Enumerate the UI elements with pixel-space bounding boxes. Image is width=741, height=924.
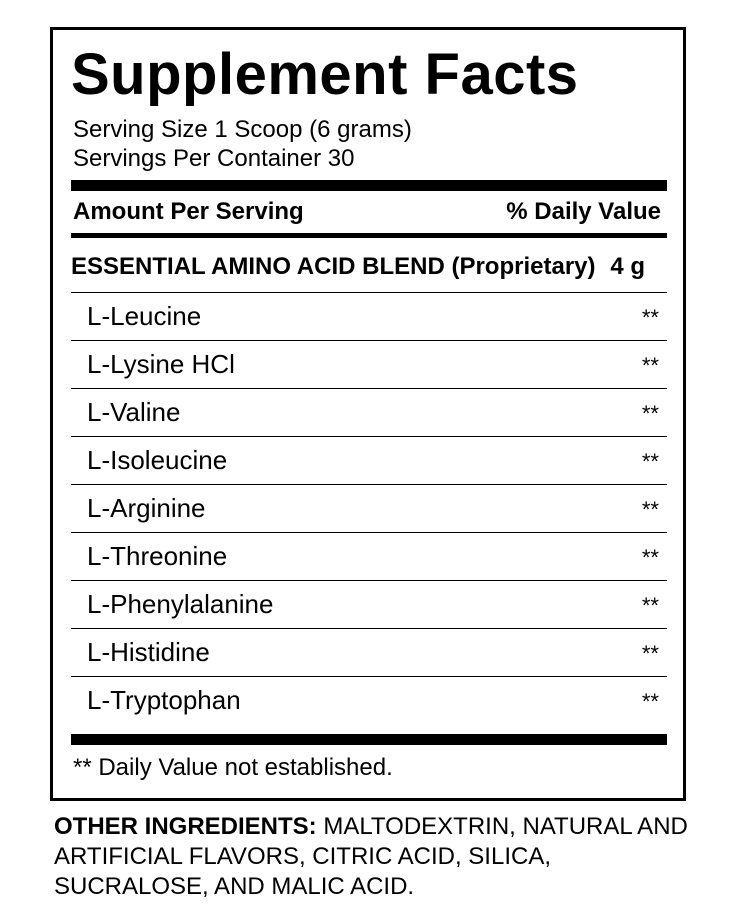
ingredient-row [71, 436, 667, 484]
ingredient-name: L-Histidine [87, 637, 210, 667]
ingredient-name: L-Phenylalanine [87, 589, 274, 619]
serving-size: Serving Size 1 Scoop (6 grams) [73, 116, 412, 143]
ingredient-name: L-Isoleucine [87, 445, 228, 475]
ingredient-daily-value: ** [641, 449, 659, 474]
other-ingredients [54, 812, 694, 902]
ingredient-daily-value: ** [641, 353, 659, 378]
ingredient-daily-value: ** [641, 305, 659, 330]
blend-amount: 4 g [610, 253, 645, 280]
other-ingredients-label: OTHER INGREDIENTS: [54, 813, 317, 840]
amount-header-row [73, 193, 661, 231]
ingredient-daily-value: ** [641, 401, 659, 426]
ingredient-daily-value: ** [641, 689, 659, 714]
ingredient-row [71, 628, 667, 676]
other-ingredients-text: MALTODEXTRIN, NATURAL AND ARTIFICIAL FLAVORS, CITRIC ACID, SILICA, SUCRALOSE, AND MALIC ACID. [54, 813, 688, 900]
blend-name: ESSENTIAL AMINO ACID BLEND (Proprietary) [71, 253, 596, 280]
medium-divider [71, 233, 667, 238]
ingredient-row [71, 388, 667, 436]
ingredient-row [71, 532, 667, 580]
ingredient-row [71, 292, 667, 340]
ingredient-daily-value: ** [641, 593, 659, 618]
thick-divider-bottom [71, 734, 667, 745]
panel-title: Supplement Facts [71, 42, 579, 107]
daily-value-footnote: ** Daily Value not established. [73, 754, 393, 781]
thick-divider-top [71, 180, 667, 191]
supplement-facts-panel [50, 27, 686, 801]
ingredient-name: L-Threonine [87, 541, 228, 571]
ingredient-daily-value: ** [641, 641, 659, 666]
ingredient-row [71, 676, 667, 724]
ingredient-daily-value: ** [641, 545, 659, 570]
ingredient-name: L-Tryptophan [87, 685, 241, 715]
ingredient-name: L-Arginine [87, 493, 206, 523]
ingredient-name: L-Leucine [87, 301, 202, 331]
ingredient-row [71, 340, 667, 388]
amount-per-serving-label: Amount Per Serving [73, 198, 304, 225]
ingredient-name: L-Valine [87, 397, 181, 427]
ingredient-name: L-Lysine HCl [87, 349, 235, 379]
ingredient-list [71, 292, 667, 724]
blend-row [71, 244, 667, 290]
servings-per-container: Servings Per Container 30 [73, 145, 355, 172]
ingredient-daily-value: ** [641, 497, 659, 522]
ingredient-row [71, 484, 667, 532]
ingredient-row [71, 580, 667, 628]
daily-value-label: % Daily Value [506, 198, 661, 225]
